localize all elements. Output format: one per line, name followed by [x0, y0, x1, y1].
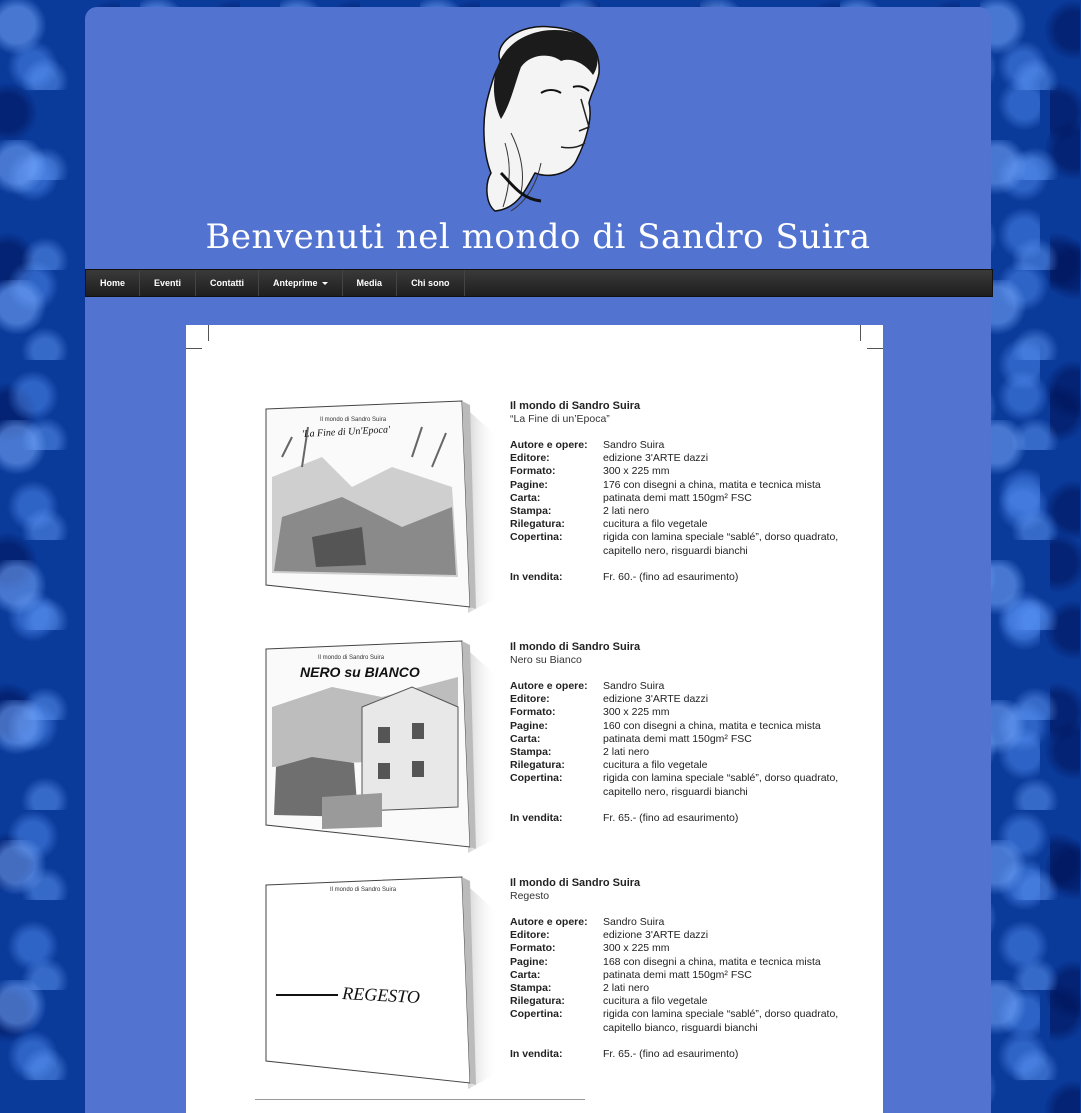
chevron-down-icon: [322, 282, 328, 285]
spec-row: [510, 746, 850, 759]
spec-value: cucitura a filo vegetale: [603, 759, 708, 772]
site-title: Benvenuti nel mondo di Sandro Suira: [205, 217, 871, 257]
spec-row: [510, 492, 850, 505]
spec-value: Sandro Suira: [603, 916, 665, 928]
crop-mark: [860, 325, 861, 341]
nav-contatti-label: Contatti: [210, 278, 245, 288]
spec-row: [510, 439, 850, 452]
spec-row: [510, 916, 850, 929]
spec-value: cucitura a filo vegetale: [603, 995, 708, 1008]
nav-media[interactable]: [343, 270, 398, 296]
book-specs-2: [510, 680, 850, 799]
spec-row: [510, 479, 850, 492]
page-container: [85, 7, 991, 1113]
spec-key: Copertina:: [510, 1008, 563, 1021]
sale-value: Fr. 65.- (fino ad esaurimento): [603, 811, 739, 824]
spec-key: Stampa:: [510, 505, 552, 518]
book-cover-2: [262, 637, 498, 853]
spec-row: [510, 505, 850, 518]
spec-value: 2 lati nero: [603, 982, 650, 995]
spec-key: Copertina:: [510, 531, 563, 544]
spec-value: 168 con disegni a china, matita e tecnica mista: [603, 955, 821, 968]
spec-key: Autore e opere:: [510, 680, 588, 692]
book-cover-3: [262, 873, 498, 1089]
spec-value: 300 x 225 mm: [603, 942, 670, 955]
spec-row: [510, 706, 850, 719]
sale-key: In vendita:: [510, 811, 563, 824]
spec-key: Autore e opere:: [510, 439, 588, 451]
spec-row: [510, 465, 850, 478]
sale-row: [510, 812, 850, 825]
sale-row: [510, 1048, 850, 1061]
spec-key: Pagine:: [510, 478, 548, 491]
spec-row: [510, 680, 850, 693]
book-specs-3: [510, 916, 850, 1035]
book-catalog-document: [186, 325, 883, 1113]
spec-value: edizione 3'ARTE dazzi: [603, 929, 709, 942]
spec-row: [510, 720, 850, 733]
sale-key: In vendita:: [510, 1047, 563, 1060]
spec-row: [510, 759, 850, 772]
sale-value: Fr. 65.- (fino ad esaurimento): [603, 1047, 739, 1060]
book-subtitle-3: Regesto: [510, 890, 550, 902]
spec-key: Rilegatura:: [510, 759, 565, 772]
spec-row: [510, 969, 850, 982]
book-title-3: Il mondo di Sandro Suira: [510, 877, 641, 889]
spec-value: rigida con lamina speciale “sablé”, dorso quadrato, capitello bianco, risguardi bianchi: [603, 1008, 839, 1034]
book-info-2: [510, 641, 850, 825]
spec-key: Rilegatura:: [510, 518, 565, 531]
spec-value: rigida con lamina speciale “sablé”, dorso quadrato, capitello nero, risguardi bianchi: [603, 531, 839, 557]
book-subtitle-1: “La Fine di un’Epoca”: [510, 413, 610, 425]
book-specs-1: [510, 439, 850, 558]
spec-key: Formato:: [510, 706, 556, 719]
nav-chi-sono-label: Chi sono: [411, 278, 450, 288]
spec-key: Stampa:: [510, 746, 552, 759]
cover-series-1: Il mondo di Sandro Suira: [320, 417, 387, 423]
spec-key: Formato:: [510, 942, 556, 955]
spec-value: cucitura a filo vegetale: [603, 518, 708, 531]
nav-anteprime-label: Anteprime: [273, 278, 318, 288]
cover-title-3: REGESTO: [341, 983, 421, 1008]
spec-value: 160 con disegni a china, matita e tecnica mista: [603, 719, 821, 732]
spec-row: [510, 982, 850, 995]
nav-home[interactable]: [86, 270, 140, 296]
spec-value: 300 x 225 mm: [603, 706, 670, 719]
main-nav: [85, 269, 993, 297]
cover-series-3: Il mondo di Sandro Suira: [330, 887, 397, 893]
spec-value: 2 lati nero: [603, 746, 650, 759]
site-header: [85, 7, 991, 269]
spec-value: patinata demi matt 150gm² FSC: [603, 968, 752, 981]
crop-mark: [867, 348, 883, 349]
spec-key: Carta:: [510, 732, 541, 745]
divider: [255, 1099, 585, 1100]
book-info-1: [510, 400, 850, 584]
nav-home-label: Home: [100, 278, 126, 288]
spec-key: Carta:: [510, 491, 541, 504]
spec-key: Pagine:: [510, 719, 548, 732]
spec-key: Copertina:: [510, 772, 563, 785]
spec-value: edizione 3'ARTE dazzi: [603, 693, 709, 706]
sale-key: In vendita:: [510, 570, 563, 583]
crop-mark: [186, 348, 202, 349]
spec-key: Rilegatura:: [510, 995, 565, 1008]
spec-row: [510, 531, 850, 557]
spec-key: Formato:: [510, 465, 556, 478]
nav-eventi[interactable]: [140, 270, 196, 296]
spec-row: [510, 956, 850, 969]
sale-value: Fr. 60.- (fino ad esaurimento): [603, 570, 739, 583]
spec-row: [510, 733, 850, 746]
spec-value: patinata demi matt 150gm² FSC: [603, 491, 752, 504]
spec-row: [510, 452, 850, 465]
nav-chi-sono[interactable]: [397, 270, 465, 296]
spec-key: Editore:: [510, 452, 550, 465]
spec-value: rigida con lamina speciale “sablé”, dorso quadrato, capitello nero, risguardi bianchi: [603, 772, 839, 798]
spec-key: Editore:: [510, 929, 550, 942]
sandro-suira-portrait: [481, 23, 605, 215]
nav-eventi-label: Eventi: [154, 278, 182, 288]
book-title-2: Il mondo di Sandro Suira: [510, 641, 641, 653]
cover-series-2: Il mondo di Sandro Suira: [318, 655, 385, 661]
book-cover-1: [262, 397, 498, 613]
spec-row: [510, 518, 850, 531]
spec-key: Autore e opere:: [510, 916, 588, 928]
spec-row: [510, 995, 850, 1008]
book-title-1: Il mondo di Sandro Suira: [510, 400, 641, 412]
spec-key: Editore:: [510, 693, 550, 706]
nav-contatti[interactable]: [196, 270, 259, 296]
spec-row: [510, 772, 850, 798]
spec-key: Carta:: [510, 968, 541, 981]
spec-value: patinata demi matt 150gm² FSC: [603, 732, 752, 745]
book-info-3: [510, 877, 850, 1061]
spec-value: 176 con disegni a china, matita e tecnica mista: [603, 478, 821, 491]
spec-key: Pagine:: [510, 955, 548, 968]
spec-row: [510, 942, 850, 955]
spec-value: 300 x 225 mm: [603, 465, 670, 478]
spec-row: [510, 929, 850, 942]
sale-row: [510, 571, 850, 584]
nav-media-label: Media: [356, 278, 383, 288]
spec-row: [510, 1008, 850, 1034]
spec-row: [510, 693, 850, 706]
cover-title-2: NERO su BIANCO: [300, 664, 420, 680]
spec-value: Sandro Suira: [603, 439, 665, 451]
cover-title-1: 'La Fine di Un'Epoca': [301, 424, 391, 440]
spec-value: 2 lati nero: [603, 505, 650, 518]
nav-anteprime[interactable]: [259, 270, 343, 296]
book-subtitle-2: Nero su Bianco: [510, 654, 582, 666]
spec-value: edizione 3'ARTE dazzi: [603, 452, 709, 465]
spec-value: Sandro Suira: [603, 680, 665, 692]
spec-key: Stampa:: [510, 982, 552, 995]
crop-mark: [208, 325, 209, 341]
